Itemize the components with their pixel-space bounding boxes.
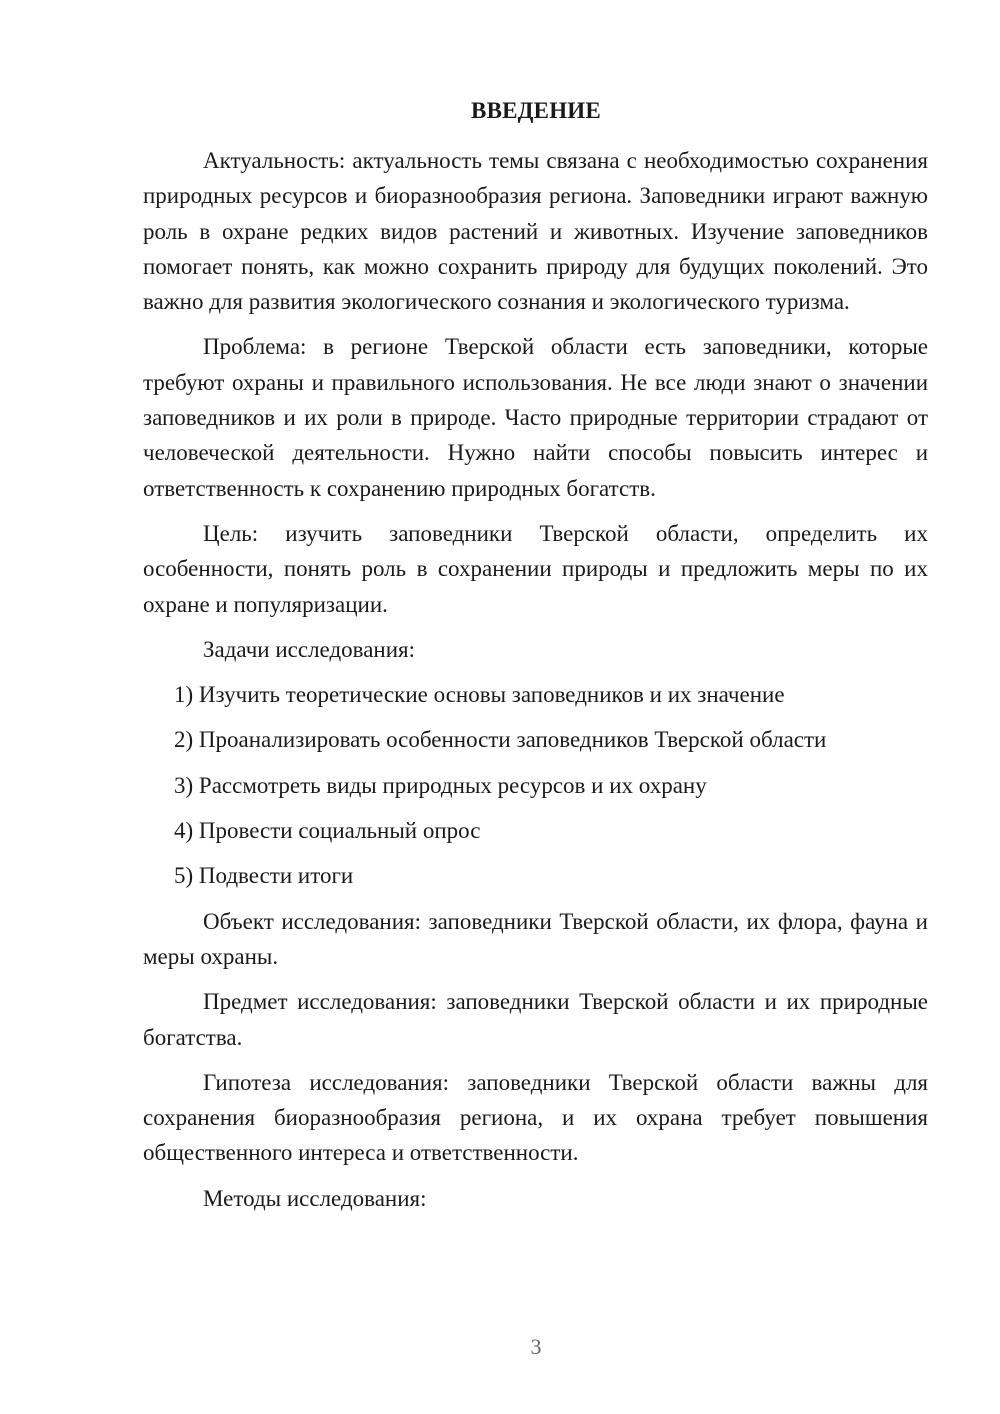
methods-heading: Методы исследования: — [203, 1185, 427, 1211]
problem-paragraph: Проблема: в регионе Тверской области есть заповедники, которые требуют охраны и правильного использования. Не все люди знают о значении заповедников и их роли в природе. Часто природные территории страдают от человеческой деятельности. Нужно найти способы повысить интерес и ответственность к сохранению природных богатств. — [143, 334, 928, 501]
page-number: 3 — [530, 1334, 542, 1359]
subject-paragraph: Предмет исследования: заповедники Тверской области и их природные богатства. — [143, 989, 928, 1050]
relevance-paragraph: Актуальность: актуальность темы связана с необходимостью сохранения природных ресурсов и биоразнообразия региона. Заповедники играют важную роль в охране редких видов растений и животных. Изучение заповедников помогает понять, как можно сохранить природу для будущих поколений. Это важно для развития экологического сознания и экологического туризма. — [143, 148, 928, 315]
object-paragraph: Объект исследования: заповедники Тверской области, их флора, фауна и меры охраны. — [143, 908, 928, 969]
task-item: 2) Проанализировать особенности заповедников Тверской области — [174, 727, 827, 753]
tasks-heading: Задачи исследования: — [203, 636, 416, 662]
task-item: 5) Подвести итоги — [174, 863, 354, 889]
page-content — [143, 143, 928, 1226]
task-item: 4) Провести социальный опрос — [174, 818, 481, 844]
goal-paragraph: Цель: изучить заповедники Тверской области, определить их особенности, понять роль в сохранении природы и предложить меры по их охране и популяризации. — [143, 520, 928, 617]
section-title: ВВЕДЕНИЕ — [471, 98, 601, 123]
task-item: 3) Рассмотреть виды природных ресурсов и их охрану — [174, 772, 707, 798]
hypothesis-paragraph: Гипотеза исследования: заповедники Тверской области важны для сохранения биоразнообразия региона, и их охрана требует повышения общественного интереса и ответственности. — [143, 1069, 928, 1166]
task-item: 1) Изучить теоретические основы заповедников и их значение — [174, 682, 785, 708]
